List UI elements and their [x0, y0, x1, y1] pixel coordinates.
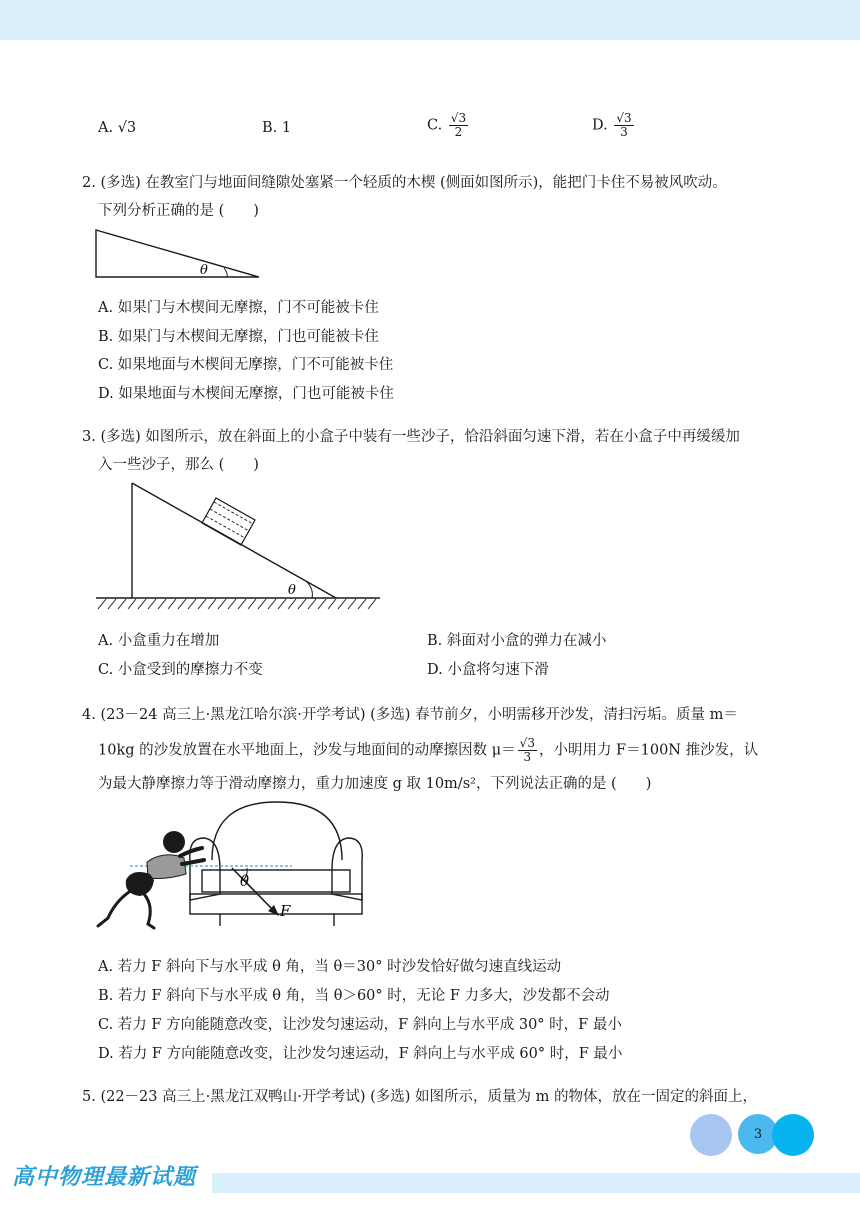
- page-decoration-circle-right: [772, 1114, 814, 1156]
- q2-option-b: B. 如果门与木楔间无摩擦，门也可能被卡住: [98, 329, 379, 345]
- wedge-figure: [94, 228, 264, 280]
- page-decoration-circle-left: [690, 1114, 732, 1156]
- sand-box: [202, 498, 255, 545]
- q1-option-a: A. √3: [98, 120, 137, 136]
- page-number: 3: [738, 1114, 778, 1154]
- q4-option-a: A. 若力 F 斜向下与水平成 θ 角，当 θ＝30° 时沙发恰好做匀速直线运动: [98, 959, 562, 975]
- frac-numerator: √3: [519, 736, 535, 750]
- q4-stem-line3: 为最大静摩擦力等于滑动摩擦力，重力加速度 g 取 10m/s²，下列说法正确的是 ( ): [98, 776, 652, 792]
- q4-friction-fraction: [518, 737, 537, 764]
- force-arrow-shaft: [232, 868, 275, 912]
- q2-option-a: A. 如果门与木楔间无摩擦，门不可能被卡住: [98, 300, 379, 316]
- q4-stem-line2-part-a: 10kg 的沙发放置在水平地面上，沙发与地面间的动摩擦因数 μ＝: [98, 742, 516, 759]
- q2-stem-line2: 下列分析正确的是 ( ): [98, 203, 259, 219]
- wedge-angle-label: θ: [200, 263, 208, 278]
- frac-denominator: 3: [523, 750, 532, 764]
- q3-stem-line2: 入一些沙子，那么 ( ): [98, 457, 259, 473]
- q2-stem-line1: 2. (多选) 在教室门与地面间缝隙处塞紧一个轻质的木楔 (侧面如图所示)，能把门卡住不易被风吹动。: [82, 175, 727, 191]
- q4-stem-line2: [98, 737, 758, 764]
- frac-numerator: √3: [450, 111, 467, 125]
- person-figure: [98, 831, 204, 928]
- q2-option-d: D. 如果地面与木楔间无摩擦，门也可能被卡住: [98, 386, 394, 402]
- footer-logo: 高中物理最新试题: [12, 1165, 197, 1190]
- q4-option-c: C. 若力 F 方向能随意改变，让沙发匀速运动，F 斜向上与水平成 30° 时，F 最小: [98, 1017, 622, 1033]
- q4-stem-line1: 4. (23－24 高三上·黑龙江哈尔滨·开学考试) (多选) 春节前夕，小明需移开沙发，清扫污垢。质量 m＝: [82, 707, 738, 723]
- q4-stem-line2-part-b: ，小明用力 F＝100N 推沙发，认: [538, 742, 759, 759]
- force-angle-label: θ: [240, 872, 250, 890]
- wedge-shape: [96, 230, 259, 277]
- q1-option-c-prefix: C.: [427, 117, 443, 134]
- q3-stem-line1: 3. (多选) 如图所示，放在斜面上的小盒子中装有一些沙子，恰沿斜面匀速下滑，若在小盒子中再缓缓加: [82, 429, 740, 445]
- q3-option-c: C. 小盒受到的摩擦力不变: [98, 662, 263, 678]
- q2-option-c: C. 如果地面与木楔间无摩擦，门不可能被卡住: [98, 357, 394, 373]
- header-bar: [0, 0, 860, 40]
- q5-stem-line1: 5. (22－23 高三上·黑龙江双鸭山·开学考试) (多选) 如图所示，质量为 m 的物体，放在一固定的斜面上，: [82, 1089, 757, 1105]
- incline-angle-label: θ: [288, 583, 296, 598]
- frac-numerator: √3: [616, 111, 632, 125]
- frac-denominator: 2: [454, 125, 463, 139]
- q1-option-d-fraction: [614, 112, 633, 139]
- q4-option-b: B. 若力 F 斜向下与水平成 θ 角，当 θ＞60° 时，无论 F 力多大，沙发都不会动: [98, 988, 610, 1004]
- q1-option-d-prefix: D.: [592, 117, 608, 134]
- q4-option-d: D. 若力 F 方向能随意改变，让沙发匀速运动，F 斜向上与水平成 60° 时，F 最小: [98, 1046, 623, 1062]
- footer-bar: [212, 1173, 860, 1193]
- sofa-push-figure: [92, 800, 382, 945]
- q3-option-b: B. 斜面对小盒的弹力在减小: [427, 633, 607, 649]
- sofa-outline: [190, 802, 362, 926]
- q3-option-a: A. 小盒重力在增加: [98, 633, 220, 649]
- q3-option-d: D. 小盒将匀速下滑: [427, 662, 549, 678]
- incline-box-figure: [92, 481, 382, 616]
- q1-option-c-fraction: [449, 112, 468, 139]
- q1-option-b: B. 1: [262, 120, 292, 136]
- wedge-angle-arc: [224, 268, 227, 277]
- frac-denominator: 3: [620, 125, 628, 139]
- force-label: F: [280, 902, 291, 920]
- q1-option-c: [427, 112, 470, 139]
- ground-hatching: [98, 599, 376, 609]
- sand-fill-lines: [206, 502, 253, 538]
- q1-option-d: [592, 112, 636, 139]
